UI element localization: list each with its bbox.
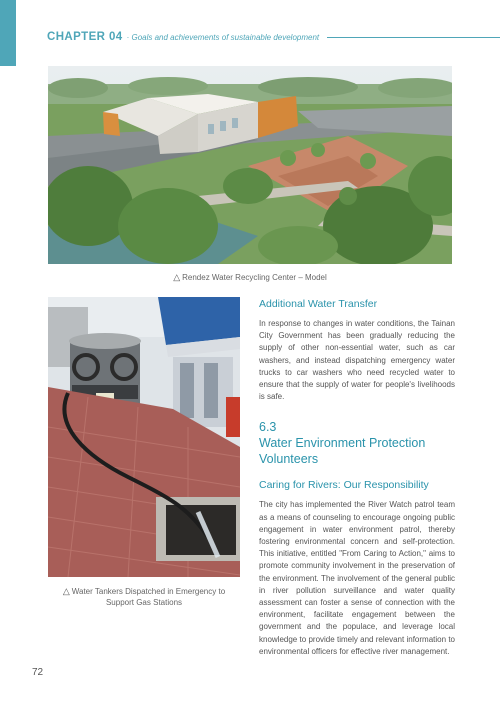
- left-caption-line1: Water Tankers Dispatched in Emergency to: [71, 587, 226, 596]
- header-rule: [327, 37, 500, 38]
- transfer-body: In response to changes in water conditions, the Tainan City Government has been gradually reducing the supply of other non-essential water, such as car washers, and instead dispatching emergency water trucks to car washers who need recycled water to ensure that the supply of water for people's livelihoods is safe.: [259, 319, 455, 402]
- left-image-caption: [48, 586, 240, 608]
- chapter-label: CHAPTER 04: [47, 31, 123, 43]
- triangle-marker-icon: △: [62, 586, 70, 596]
- triangle-marker-icon: △: [173, 272, 181, 282]
- section-title-line1: Water Environment Protection: [259, 436, 426, 451]
- rivers-body: The city has implemented the River Watch patrol team as a means of counseling to encourage ongoing public engagement in water environment patrol, thereby fostering environmental concern and self-protection. This initiative, entitled "From Caring to Action," aims to promote community involvement in the preservation of the environment. The involvement of the general public in river pollution surveillance and water quality assessment can foster a sense of connection with the environment, facilitate engagement between the government and the populace, and leverage local knowledge to provide timely and relevant information to environmental officers for effective river management.: [259, 500, 455, 656]
- chapter-tab: [0, 0, 16, 66]
- top-image-caption: [48, 272, 452, 283]
- water-tanker-image: [48, 297, 240, 577]
- chapter-subtitle: · Goals and achievements of sustainable development: [126, 32, 320, 42]
- page-number: 72: [32, 667, 44, 678]
- section-title-line2: Volunteers: [259, 452, 319, 467]
- left-caption-line2: Support Gas Stations: [105, 598, 183, 607]
- page-header: [47, 30, 500, 44]
- transfer-heading: Additional Water Transfer: [259, 298, 378, 310]
- rivers-heading: Caring for Rivers: Our Responsibility: [259, 479, 429, 492]
- section-number: 6.3: [259, 420, 277, 435]
- recycling-center-model-image: [48, 66, 452, 264]
- text-column: [259, 298, 455, 667]
- top-caption-text: Rendez Water Recycling Center – Model: [182, 273, 327, 282]
- section-title: [259, 419, 455, 467]
